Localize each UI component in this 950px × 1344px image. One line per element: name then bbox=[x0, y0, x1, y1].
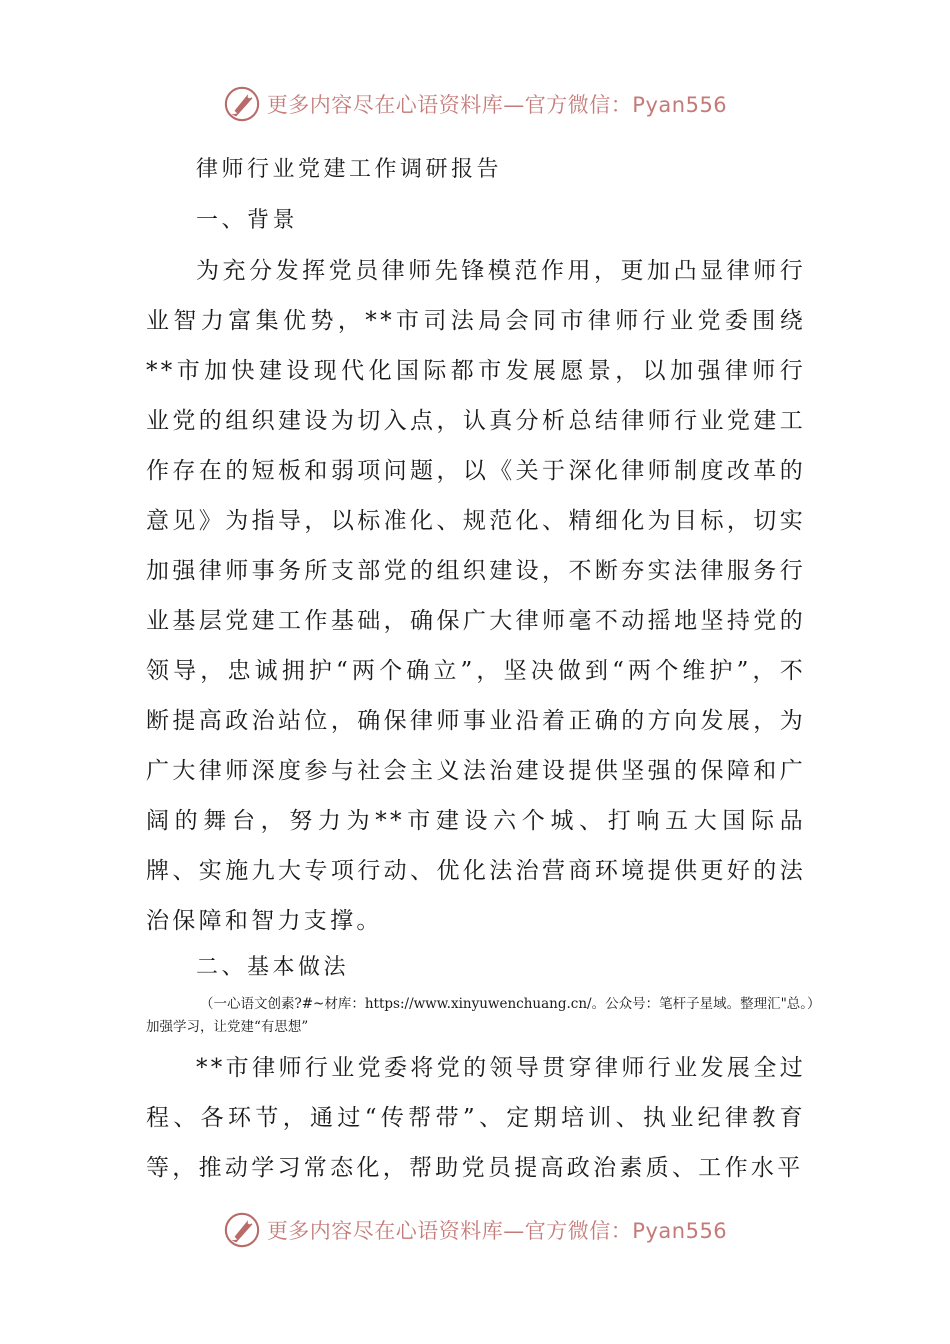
section-heading-basic-practices: 二、基本做法 bbox=[196, 955, 350, 980]
background-paragraph: 为充分发挥党员律师先锋模范作用，更加凸显律师行业智力富集优势，**市司法局会同市律师行业党委围绕**市加快建设现代化国际都市发展愿景，以加强律师行业党的组织建设为切入点，认真分析总结律师行业党建工作存在的短板和弱项问题，以《关于深化律师制度改革的意见》为指导，以标准化、规范化、精细化为目标，切实加强律师事务所支部党的组织建设，不断夯实法律服务行业基层党建工作基础，确保广大律师毫不动摇地坚持党的领导，忠诚拥护“两个确立”，坚决做到“两个维护”，不断提高政治站位，确保律师事业沿着正确的方向发展，为广大律师深度参与社会主义法治建设提供坚强的保障和广阔的舞台，努力为**市建设六个城、打响五大国际品牌、实施九大专项行动、优化法治营商环境提供更好的法治保障和智力支撑。 bbox=[146, 258, 806, 934]
bottom-watermark-banner bbox=[0, 1208, 950, 1252]
top-watermark-banner bbox=[0, 82, 950, 126]
document-title: 律师行业党建工作调研报告 bbox=[196, 157, 503, 182]
pen-nib-logo-icon bbox=[223, 1211, 261, 1249]
section-heading-background: 一、背景 bbox=[196, 208, 299, 233]
pen-nib-logo-icon bbox=[223, 85, 261, 123]
inline-source-note: （一心语文创素?#~材库：https://www.xinyuwenchuang.cn/。公众号：笔杆子星域。整理汇"总。）加强学习，让党建“有思想” bbox=[146, 996, 814, 1035]
watermark-text: 更多内容尽在心语资料库—官方微信：Pyan556 bbox=[266, 93, 728, 117]
watermark-text: 更多内容尽在心语资料库—官方微信：Pyan556 bbox=[266, 1219, 728, 1243]
basic-practices-paragraph: **市律师行业党委将党的领导贯穿律师行业发展全过程、各环节，通过“传帮带”、定期培训、执业纪律教育等，推动学习常态化，帮助党员提高政治素质、工作水平 bbox=[146, 1055, 806, 1181]
